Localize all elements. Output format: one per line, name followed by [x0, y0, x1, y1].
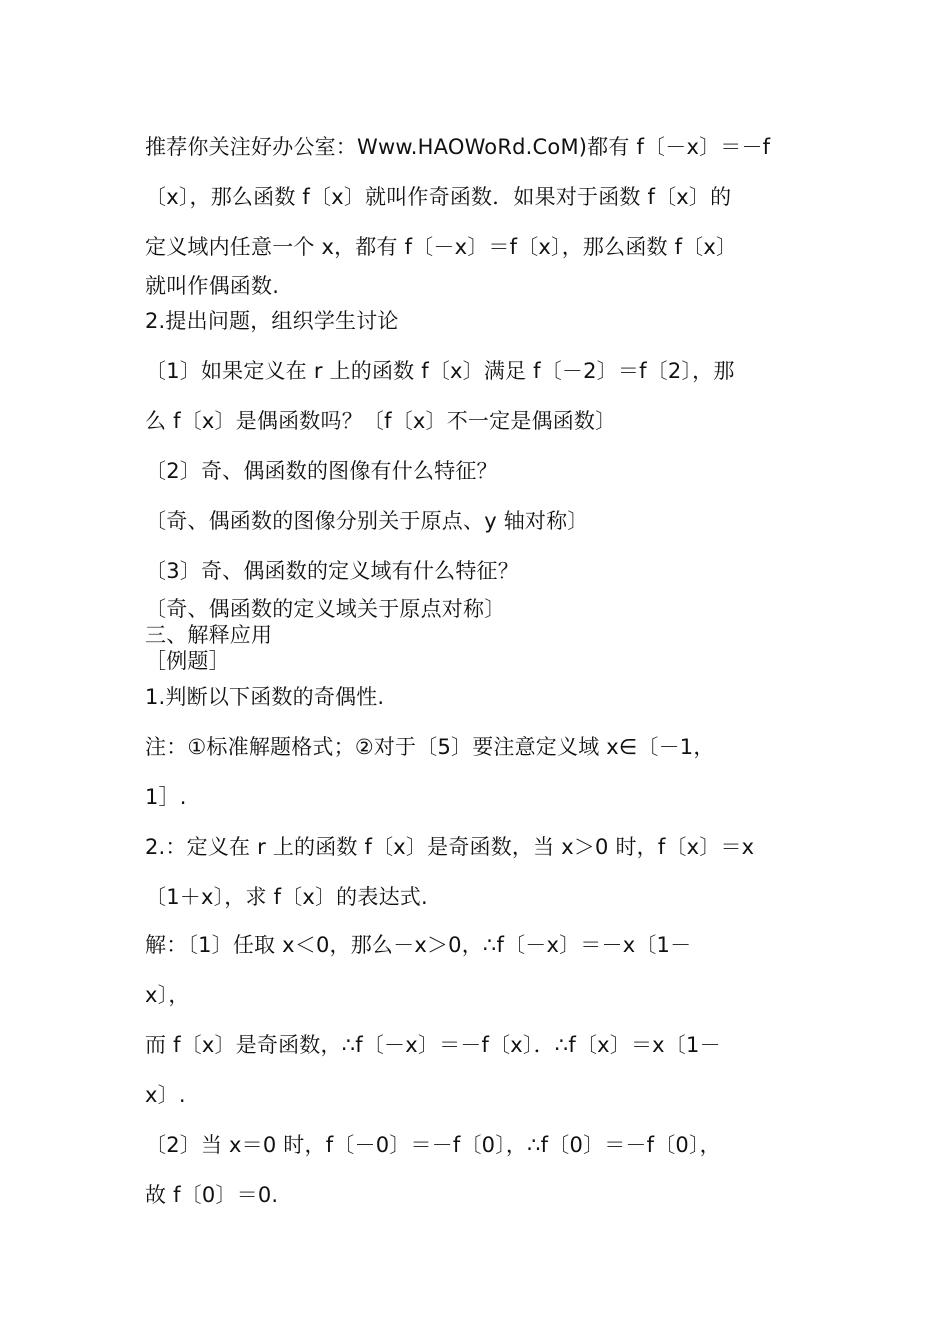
- text-line: 〔奇、偶函数的图像分别关于原点、y 轴对称〕: [145, 509, 589, 533]
- section-heading: 2.提出问题，组织学生讨论: [145, 309, 399, 333]
- text-line: 2.：定义在 r 上的函数 f〔x〕是奇函数，当 x＞0 时，f〔x〕＝x: [145, 835, 755, 859]
- text-line: x〕.: [145, 1083, 186, 1107]
- text-line: 〔奇、偶函数的定义域关于原点对称〕: [145, 597, 506, 621]
- text-line: 〔2〕奇、偶函数的图像有什么特征？: [145, 459, 498, 483]
- text-line: 〔1〕如果定义在 r 上的函数 f〔x〕满足 f〔－2〕＝f〔2〕，那: [145, 359, 735, 383]
- section-heading: 三、解释应用: [145, 623, 273, 647]
- text-line: 么 f〔x〕是偶函数吗？〔f〔x〕不一定是偶函数〕: [145, 409, 617, 433]
- text-line: 〔3〕奇、偶函数的定义域有什么特征？: [145, 559, 519, 583]
- text-line: 故 f〔0〕＝0.: [145, 1183, 279, 1207]
- text-line: 注：①标准解题格式；②对于〔5〕要注意定义域 x∈〔－1，: [145, 735, 715, 759]
- text-line: 1.判断以下函数的奇偶性.: [145, 685, 385, 709]
- text-line: 推荐你关注好办公室：Www.HAOWoRd.CoM)都有 f〔－x〕＝－f: [145, 135, 771, 159]
- text-line: 定义域内任意一个 x，都有 f〔－x〕＝f〔x〕，那么函数 f〔x〕: [145, 235, 738, 259]
- text-line: x〕，: [145, 983, 190, 1007]
- text-line: 而 f〔x〕是奇函数，∴f〔－x〕＝－f〔x〕．∴f〔x〕＝x〔1－: [145, 1033, 721, 1057]
- text-line: 1］.: [145, 785, 187, 809]
- text-line: 解：〔1〕任取 x＜0，那么－x＞0，∴f〔－x〕＝－x〔1－: [145, 933, 692, 957]
- text-line: 〔x〕，那么函数 f〔x〕就叫作奇函数．如果对于函数 f〔x〕的: [145, 185, 732, 209]
- text-line: 〔1＋x〕，求 f〔x〕的表达式.: [145, 885, 428, 909]
- text-line: 〔2〕当 x＝0 时，f〔－0〕＝－f〔0〕，∴f〔0〕＝－f〔0〕，: [145, 1133, 721, 1157]
- text-line: 就叫作偶函数.: [145, 274, 280, 298]
- text-line: ［例题］: [145, 649, 230, 673]
